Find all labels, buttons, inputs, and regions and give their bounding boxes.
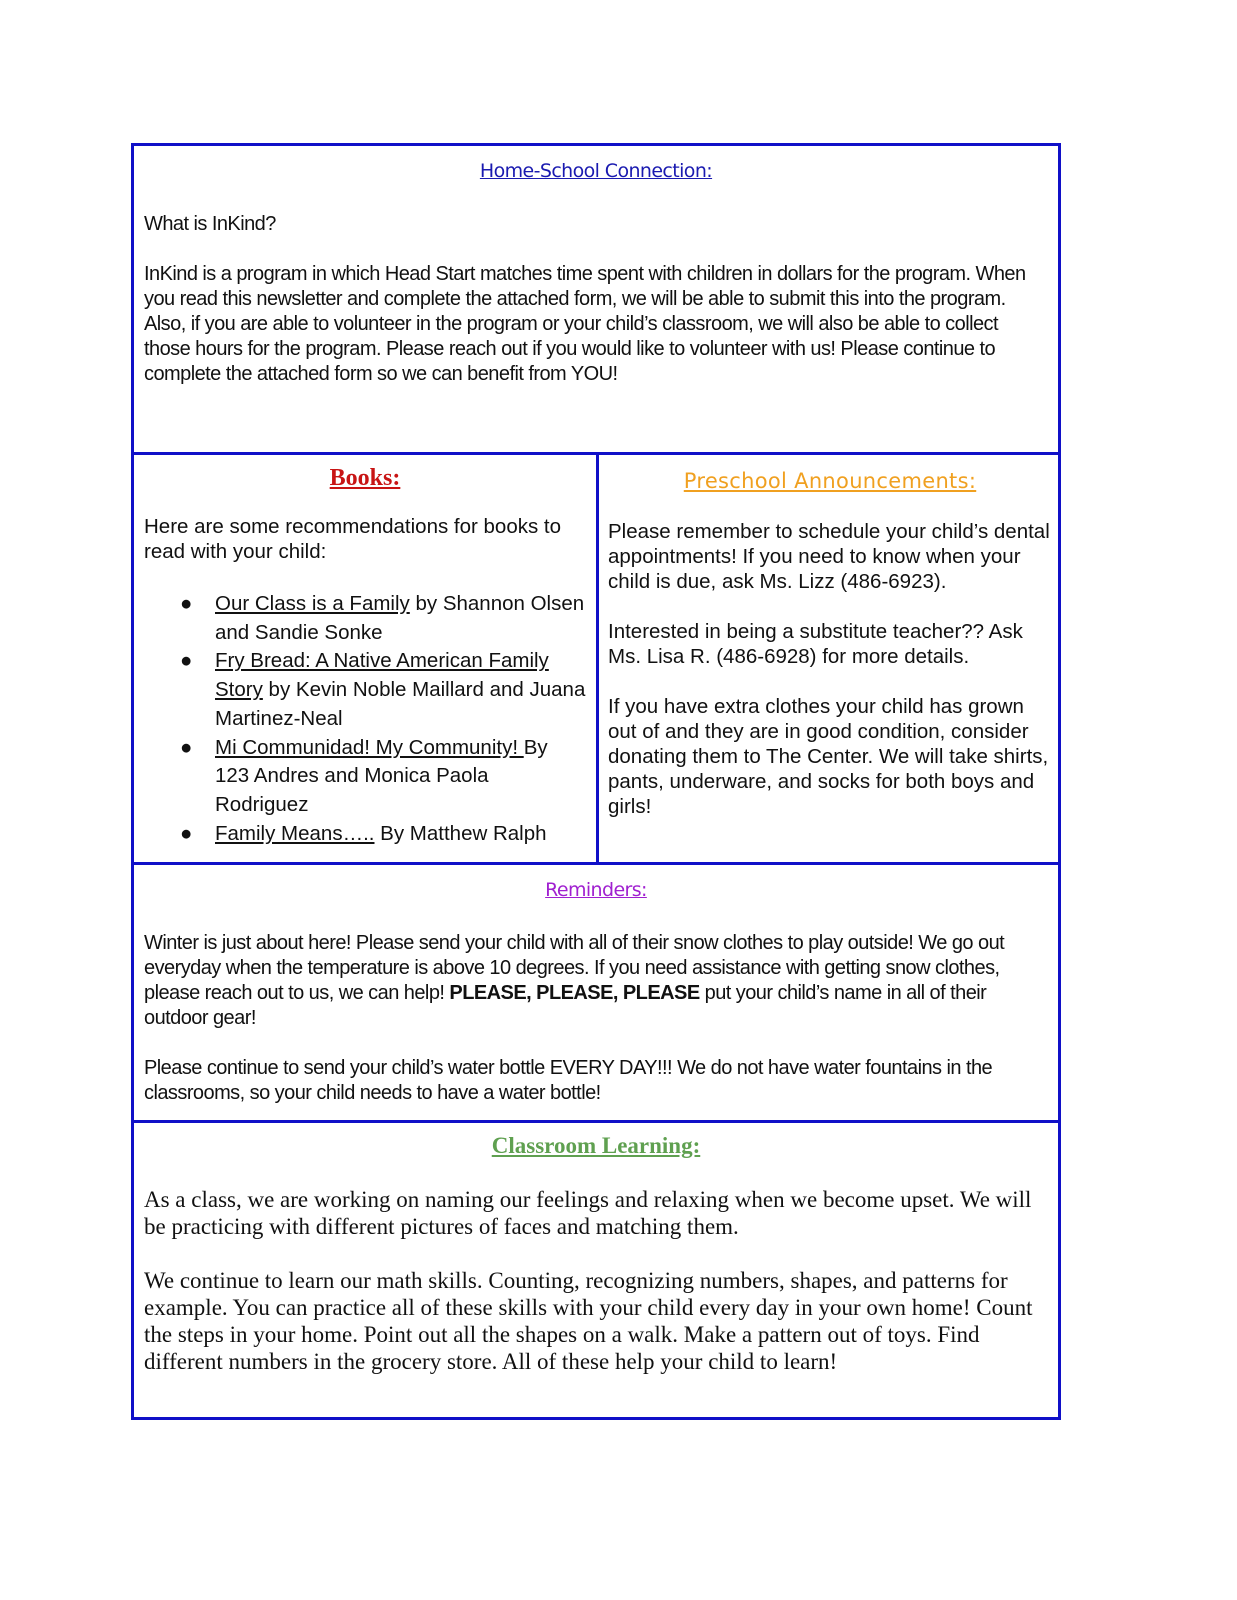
reminders-heading: Reminders: (545, 879, 647, 901)
home-school-section (134, 146, 1058, 455)
reminder-winter (144, 931, 1048, 1031)
bullet-icon: ● (180, 592, 193, 615)
book-list (144, 590, 586, 848)
reminder-water-bottle: Please continue to send your child’s water bottle EVERY DAY!!! We do not have water fountains in the classrooms, so your child needs to have a water bottle! (144, 1057, 993, 1104)
book-item (144, 734, 586, 820)
books-announcements-row (134, 455, 1058, 865)
announcement-dental: Please remember to schedule your child’s dental appointments! If you need to know when your child is due, ask Ms. Lizz (486-6923). (608, 520, 1050, 593)
books-section (134, 455, 599, 862)
newsletter-page (131, 143, 1061, 1420)
reminders-section (134, 865, 1058, 1123)
book-title: Our Class is a Family (215, 592, 410, 615)
book-item (144, 820, 586, 849)
announcements-heading: Preschool Announcements: (683, 469, 977, 493)
reminder-winter-text: Winter is just about here! Please send your child with all of their snow clothes to play outside! We go out everyday when the temperature is above 10 degrees. If you need assistance with getting snow clothes, please reach out to us, we can help! (144, 932, 1005, 1004)
bullet-icon: ● (180, 735, 193, 759)
classroom-heading: Classroom Learning: (491, 1133, 701, 1158)
book-author: By Matthew Ralph (374, 821, 547, 845)
reminder-emphasis: PLEASE, PLEASE, PLEASE (449, 982, 700, 1004)
book-author: by Shannon Olsen and Sandie Sonke (215, 592, 585, 644)
home-school-heading: Home-School Connection: (479, 160, 713, 182)
books-heading: Books: (329, 465, 401, 491)
books-intro: Here are some recommendations for books to read with your child: (144, 515, 562, 563)
book-title: Fry Bread: A Native American Family Story (215, 649, 549, 702)
announcement-clothes: If you have extra clothes your child has grown out of and they are in good condition, consider donating them to The Center. We will take shirts, pants, underware, and socks for both boys and girls! (608, 695, 1049, 818)
reminder-winter-text-end: put your child’s name in all of their outdoor gear! (144, 982, 987, 1029)
book-title: Mi Communidad! My Community! (215, 735, 524, 759)
announcements-section (599, 455, 1058, 862)
classroom-math: We continue to learn our math skills. Counting, recognizing numbers, shapes, and patterns for example. You can practice all of these skills with your child every day in your own home! Count the steps in your home. Point out all the shapes on a walk. Make a pattern out of toys. Find different numbers in the grocery store. All of these help your child to learn! (144, 1268, 1033, 1374)
inkind-question: What is InKind? (144, 213, 276, 235)
book-item (144, 590, 586, 647)
book-author: by Kevin Noble Maillard and Juana Martinez-Neal (215, 678, 586, 730)
book-item (144, 647, 586, 733)
inkind-body: InKind is a program in which Head Start matches time spent with children in dollars for the program. When you read this newsletter and complete the attached form, we will be able to submit this into the program. Also, if you are able to volunteer in the program or your child’s classroom, we will also be able to collect those hours for the program. Please reach out if you would like to volunteer with us! Please continue to complete the attached form so we can benefit from YOU! (144, 263, 1026, 385)
book-author: By 123 Andres and Monica Paola Rodriguez (215, 735, 548, 816)
bullet-icon: ● (180, 821, 193, 845)
book-title: Family Means….. (215, 821, 375, 845)
announcement-substitute: Interested in being a substitute teacher?? Ask Ms. Lisa R. (486-6928) for more details. (608, 620, 1023, 668)
bullet-icon: ● (180, 649, 193, 673)
classroom-learning-section (134, 1123, 1058, 1417)
classroom-feelings: As a class, we are working on naming our feelings and relaxing when we become upset. We will be practicing with different pictures of faces and matching them. (144, 1187, 1032, 1239)
